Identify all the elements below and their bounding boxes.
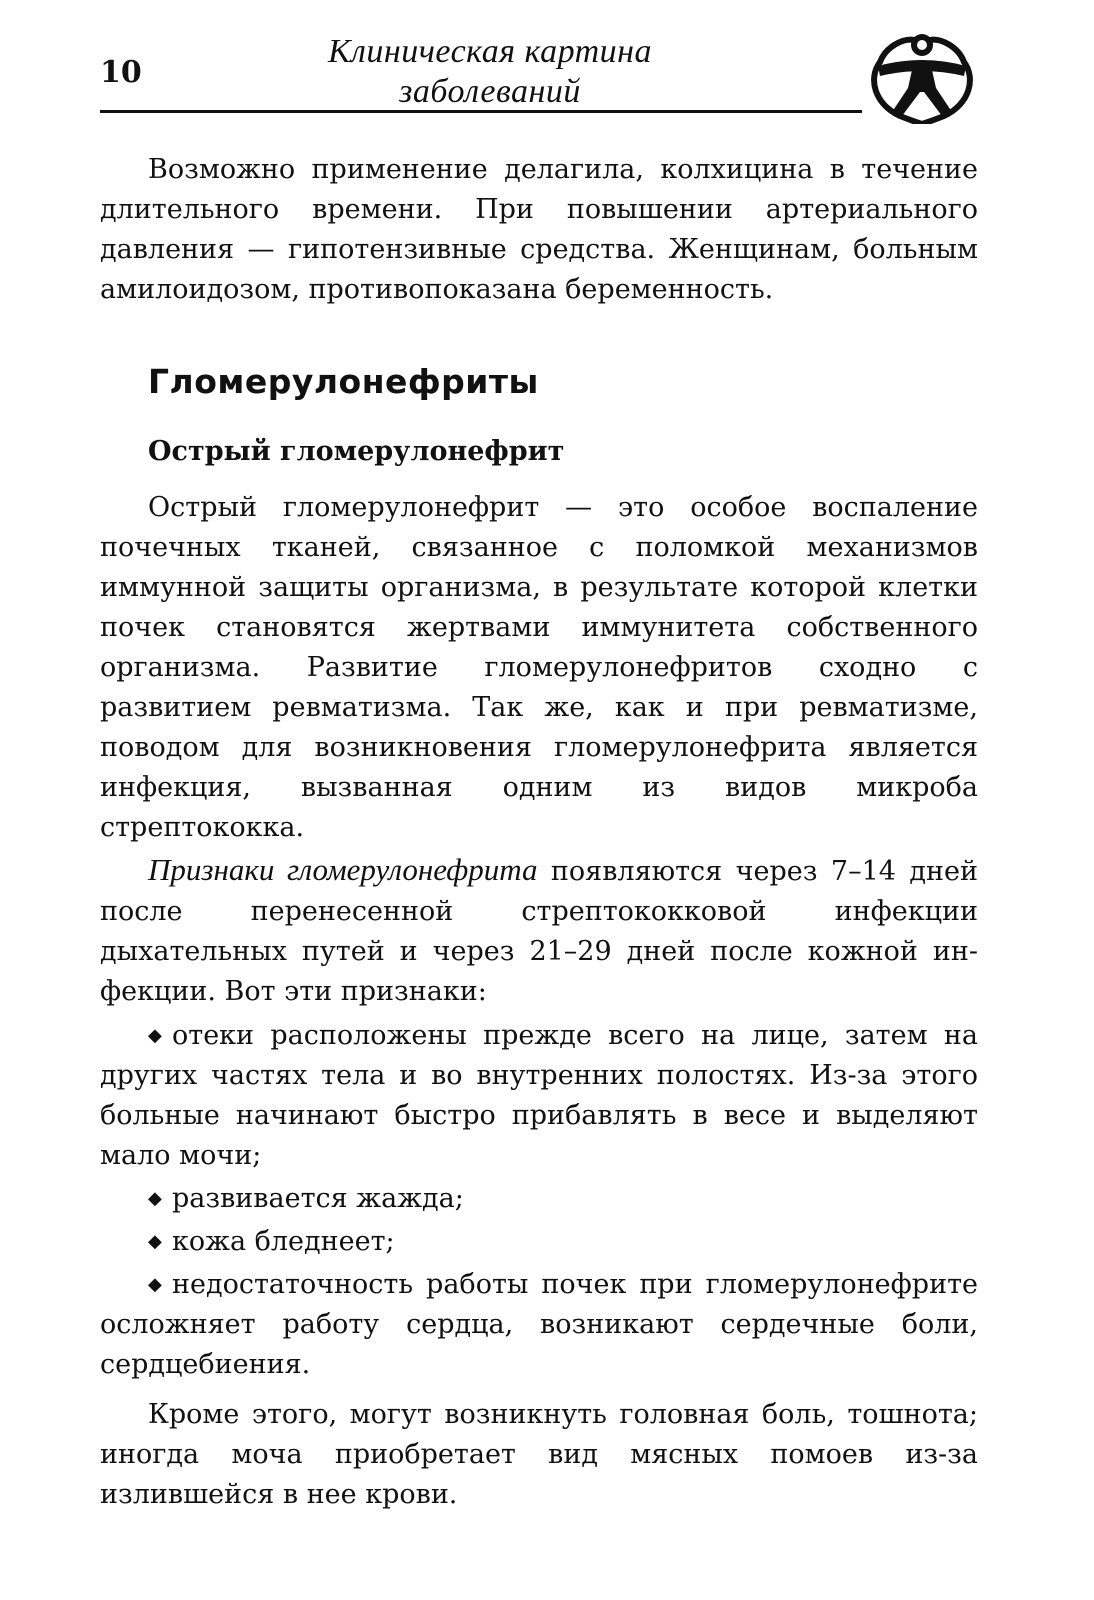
section-title: Гломерулонефриты: [148, 362, 539, 401]
page-content: [100, 150, 978, 1515]
list-item-text: развивается жажда;: [172, 1183, 464, 1214]
intro-paragraph: Возможно применение делагила, колхицина в течение длительного времени. При повышении артериального давления — гипотензивные средства. Женщинам, больным амилоидозом, противопоказана беременность.: [100, 154, 978, 305]
list-item: [100, 1265, 978, 1385]
diamond-bullet-icon: ◆: [148, 1188, 162, 1209]
definition-paragraph: Острый гломерулонефрит — это особое воспаление почечных тканей, связанное с поломкой механизмов иммунной защиты организма, в результате которой клетки почек становятся жертвами иммунитета собственного организма. Развитие гломерулонефритов сходно с развитием ревматизма. Так же, как и при ревматизме, поводом для возникновения гломерулонефрита является инфекция, вызванная одним из видов микроба стрептококка.: [100, 492, 978, 843]
symptoms-lead-italic: Признаки гломерулонефрита: [148, 852, 538, 887]
page-number: 10: [100, 55, 142, 90]
list-item: [100, 1016, 978, 1176]
list-item: [100, 1179, 978, 1219]
list-item-text: кожа бледнеет;: [172, 1226, 395, 1257]
running-title-line-2: заболеваний: [399, 73, 581, 110]
diamond-bullet-icon: ◆: [148, 1274, 162, 1295]
list-item-text: недостаточность работы почек при гломерулонефрите осложняет работу сердца, возникают сердечные боли, сердцебиения.: [100, 1269, 978, 1380]
running-title-line-1: Клиническая картина: [327, 33, 653, 70]
person-figure-emblem-icon: [860, 28, 984, 124]
closing-paragraph: Кроме этого, могут возникнуть головная боль, тошнота; иногда моча приобретает вид мясных помоев из-за излившейся в нее крови.: [100, 1399, 978, 1510]
symptoms-intro-text: появляются через 7–14 дней после перенесенной стрептококковой инфекции дыхательных путей и через 21–29 дней после кожной инфекции. Вот эти признаки:: [100, 856, 979, 1007]
running-title: [250, 32, 730, 112]
running-header: [100, 28, 985, 124]
diamond-bullet-icon: ◆: [148, 1231, 162, 1252]
diamond-bullet-icon: ◆: [148, 1025, 162, 1046]
list-item: [100, 1222, 978, 1262]
symptoms-list: [100, 1016, 978, 1385]
symptoms-intro-paragraph: [100, 850, 978, 1012]
list-item-text: отеки расположены прежде всего на лице, затем на других частях тела и во внутренних полостях. Из-за этого больные начинают быстро прибавлять в весе и выделяют мало мочи;: [100, 1020, 978, 1171]
subsection-title: Острый гломерулонефрит: [148, 436, 565, 467]
header-rule: [100, 110, 862, 113]
